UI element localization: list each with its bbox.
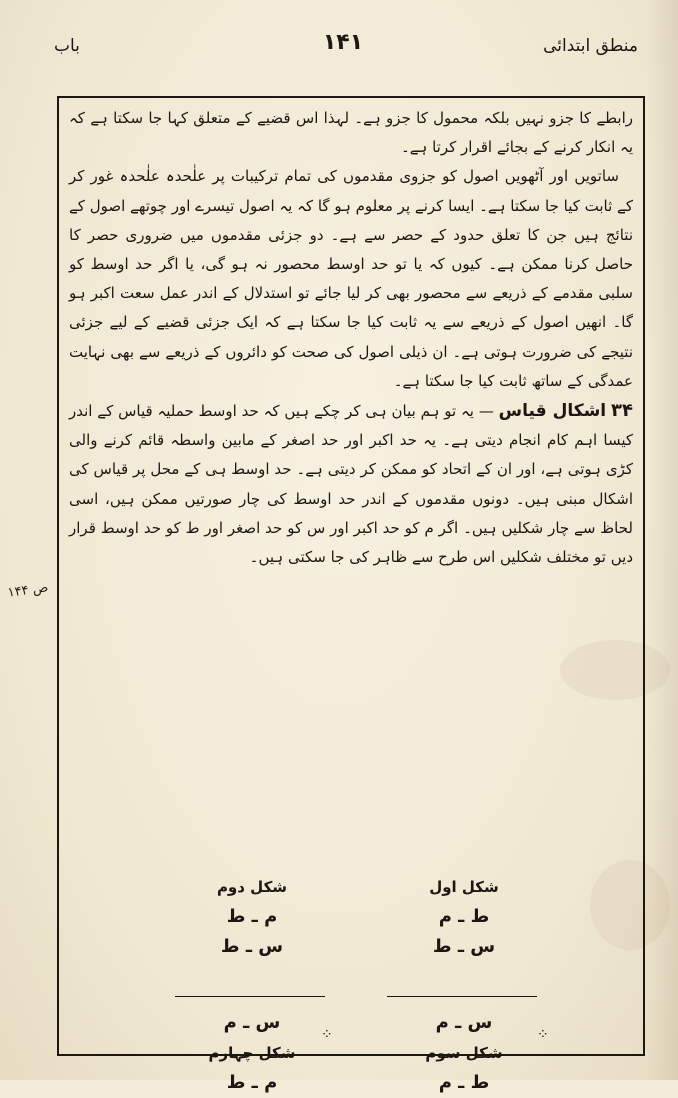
header-chapter-label: باب: [54, 36, 80, 56]
paragraph-3: — یہ تو ہم بیان ہی کر چکے ہیں کہ حد اوسط حملیہ قیاس کے اندر کیسا اہم کام انجام دیتی ہے۔ یہ حد اکبر اور حد اصغر کے مابین واسطہ قائم کرنے والی کڑی ہوتی ہے، اور ان کے اتحاد کو ممکن کر دیتی ہے۔ حد اوسط ہی کے محل پر قیاس کی اشکال مبنی ہیں۔ دونوں مقدموں کے اندر حد اوسط کی چار صورتیں ممکن ہیں، اسی لحاظ سے چار شکلیں ہیں۔ اگر م کو حد اکبر اور س کو حد اصغر اور ط کو حد اوسط قرار دیں تو مختلف شکلیں اس طرح سے ظاہر کی جا سکتی ہیں۔: [69, 402, 633, 567]
figure-third: [389, 1008, 539, 1098]
figure-title: شکل دوم: [216, 878, 288, 896]
paragraph-2: ساتویں اور آٹھویں اصول کو جزوی مقدموں کی تمام ترکیبات پر علٰحدہ علٰحدہ غور کر کے ثابت کیا جا سکتا ہے۔ ایسا کرنے پر معلوم ہو گا کہ یہ اصول تیسرے اور چوتھے اصول کے نتائج ہیں جن کا تعلق حدود کے حصر سے ہے۔ دو جزئی مقدموں میں ضروری حصر کا حاصل کرنا ممکن ہے۔ کیوں کہ یا تو حد اوسط محصور نہ ہو گی، یا اگر حد اوسط کو سلبی مقدمے کے ذریعے سے محصور بھی کر لیا جائے تو استدلال کے اندر عمل سعت اکبر ہو گا۔ انھیں اصول کے ذریعے سے یہ ثابت کیا جا سکتا ہے کہ ایک جزئی قضیے کے لیے جزئی نتیجے کی ضرورت ہوتی ہے۔ ان ذیلی اصول کی صحت کو دائروں کے ذریعے سے بھی نہایت عمدگی کے ساتھ ثابت کیا جا سکتا ہے۔: [69, 167, 633, 390]
figure-minor-premise: س ـ ط: [432, 936, 496, 957]
paragraph-1: رابطے کا جزو نہیں بلکہ محمول کا جزو ہے۔ لہذا اس قضیے کے متعلق کہا جا سکتا ہے کہ یہ انکار کرنے کے بجائے اقرار کرتا ہے۔: [69, 109, 633, 157]
therefore-dots: ⁘: [321, 1027, 333, 1043]
figure-title: شکل اول: [429, 878, 499, 896]
page-header: [48, 30, 638, 70]
divider-line: [175, 996, 325, 997]
divider-line: [387, 996, 537, 997]
figure-title: شکل سوم: [425, 1044, 503, 1062]
figure-major-premise: س ـ م: [435, 1012, 493, 1033]
figure-major-premise: م ـ ط: [226, 906, 278, 927]
section-paragraph: [69, 396, 633, 572]
body-text: [69, 104, 633, 572]
figure-major-premise: ط ـ م: [438, 906, 490, 927]
syllogism-figures: [59, 872, 647, 1093]
figure-first: [389, 872, 539, 962]
figure-major-premise: س ـ م: [223, 1012, 281, 1033]
margin-page-reference: ص ۱۴۴: [6, 580, 50, 601]
figure-title: شکل چہارم: [208, 1044, 296, 1062]
figure-second: [177, 872, 327, 962]
figure-minor-premise: ط ـ م: [438, 1072, 490, 1093]
text-frame: [57, 96, 645, 1093]
section-title: اشکال قیاس: [498, 401, 607, 422]
running-title: منطق ابتدائی: [543, 36, 638, 56]
figure-fourth: [177, 1008, 327, 1098]
page-number: ۱۴۱: [322, 30, 364, 55]
therefore-dots: ⁘: [537, 1027, 549, 1043]
figure-minor-premise: س ـ ط: [220, 936, 284, 957]
section-number: ۳۴: [610, 400, 633, 422]
figure-minor-premise: م ـ ط: [226, 1072, 278, 1093]
